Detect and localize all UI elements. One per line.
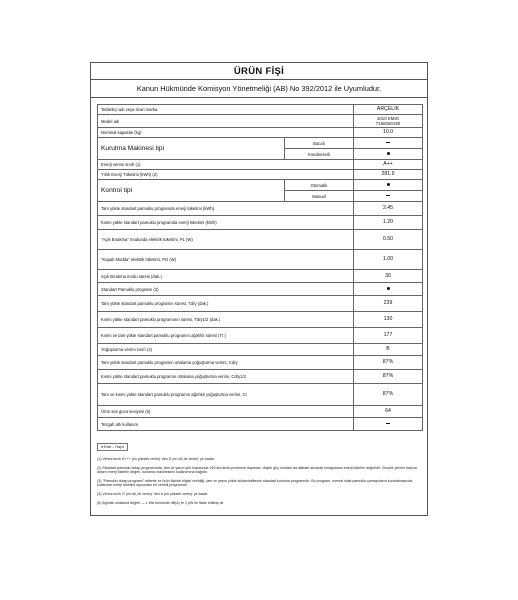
fiche-subtitle: Kanun Hükmünde Komisyon Yönetmeliği (AB) No 392/2012 ile Uyumludur. — [136, 84, 382, 93]
table-row: Tezgah altı kullanım — [98, 418, 423, 431]
table-row: Model adı 1010 KMIG 7168260190 — [98, 115, 423, 128]
table-row: Kondenserli — [98, 149, 423, 160]
table-row: Tedarikçi adı veya ticari marka ARÇELİK — [98, 105, 423, 115]
table-row: Kısmi yükte standart pamuklu programının süresi, Tdry1/2 (dak.) 130 — [98, 312, 423, 328]
table-row: Kısmi yükte standart pamuklu programda enerji tüketimi (kWh) 1.20 — [98, 216, 423, 230]
footnote: (2) Standart pamuklu dolap programında, tam ve yarım yük koşulunda 160 kurutma çevrimine dayanan, düşük güç modları da dikkate alınarak hesaplanan enerji tüketim değeridir. Gerçek çevrim başına düşen enerji tüketim değeri, kurutma makinesinin kullanımına bağlıdır. — [97, 465, 417, 475]
table-row: Manuel — [98, 191, 423, 202]
no-mark-icon — [386, 195, 390, 196]
table-row: Enerji verimi sınıfı (1) A++ — [98, 160, 423, 170]
table-row: Yıllık Enerji Tüketimi (kWh) (2) 281.9 — [98, 170, 423, 180]
table-row: Yoğuşturma verimi sınıfı (4) B — [98, 344, 423, 356]
table-row: "Kapalı Modda" elektrik tüketimi, PO (W) 1.00 — [98, 250, 423, 270]
product-fiche — [90, 62, 428, 516]
yes-mark-icon — [387, 287, 390, 290]
footnote: (1) Verimi sınıfı A+++ (en yüksek verim)' den D (en dü¸ük verim)' ye kadar — [97, 457, 214, 461]
table-row: Açık Bırakma modu süresi (dak.) 30 — [98, 270, 423, 283]
yes-mark-icon — [387, 183, 390, 186]
no-mark-icon — [386, 142, 390, 143]
table-row: Ürün ses gücü seviyesi (5) 64 — [98, 406, 423, 418]
table-row: Kontrol tipi Otomatik — [98, 180, 423, 191]
spec-table — [97, 104, 423, 431]
no-mark-icon — [386, 423, 390, 424]
footnotes — [97, 457, 421, 505]
legend — [97, 443, 421, 451]
table-row: Tam yükte standart pamuklu programın ortalama yoğuşturma verimi, Cdry 87% — [98, 356, 423, 370]
footnote: (4) Verimi sınıfı G (en dü¸ük verim)' den A (en yüksek verim)' ye kadar — [97, 491, 208, 496]
table-row: Kısmi yükte standart pamuklu programın ortalama yoğuşturma verimi, Cdry1/2 87% — [98, 370, 423, 384]
table-row: Kısmi ve tam yükte standart pamuklu programın ağırlıklı süresi (Tt ) 177 — [98, 328, 423, 344]
legend-box: ● Evet – Hayır — [97, 443, 128, 451]
footnote: (3) "Pamuklu dolap programı" etikette ve ürün fişinde bilgisi verildiği, tam ve yarım yükte kullanılabilecek standart kurutma programıdır. Bu program, normal ıslak pamuklu çamaşırların kurutulmasında kullanılan enerji tüketimi açısından en verimli programdır. — [97, 478, 413, 488]
table-row: Tam ve kısmi yükte standart pamuklu programın ağırlıklı yoğuşturma verimi, Ct 87% — [98, 384, 423, 406]
fiche-title: ÜRÜN FİŞİ — [91, 63, 427, 80]
yes-mark-icon — [387, 152, 390, 155]
table-row: "Açık Bırakma" modunda elektrik tüketimi, PL (W) 0.50 — [98, 230, 423, 250]
table-row: Tam yükte standart pamuklu programın süresi, Tdry (dak.) 239 — [98, 296, 423, 312]
footnote: (5) Ağırlıklı ortalama değeri — L WA biriminde dB(A) re 1 pW ile ifade edilmiş ile — [97, 500, 224, 505]
table-row: Standart Pamuklu programı (3) — [98, 283, 423, 296]
table-row: Nominal kapasite (kg) 10.0 — [98, 128, 423, 138]
table-row: Tam yükte standart pamuklu programda enerji tüketimi (kWh) 2.45 — [98, 202, 423, 216]
table-row: Kurutma Makinesi tipi Bacalı — [98, 138, 423, 149]
fiche-header — [91, 63, 427, 98]
